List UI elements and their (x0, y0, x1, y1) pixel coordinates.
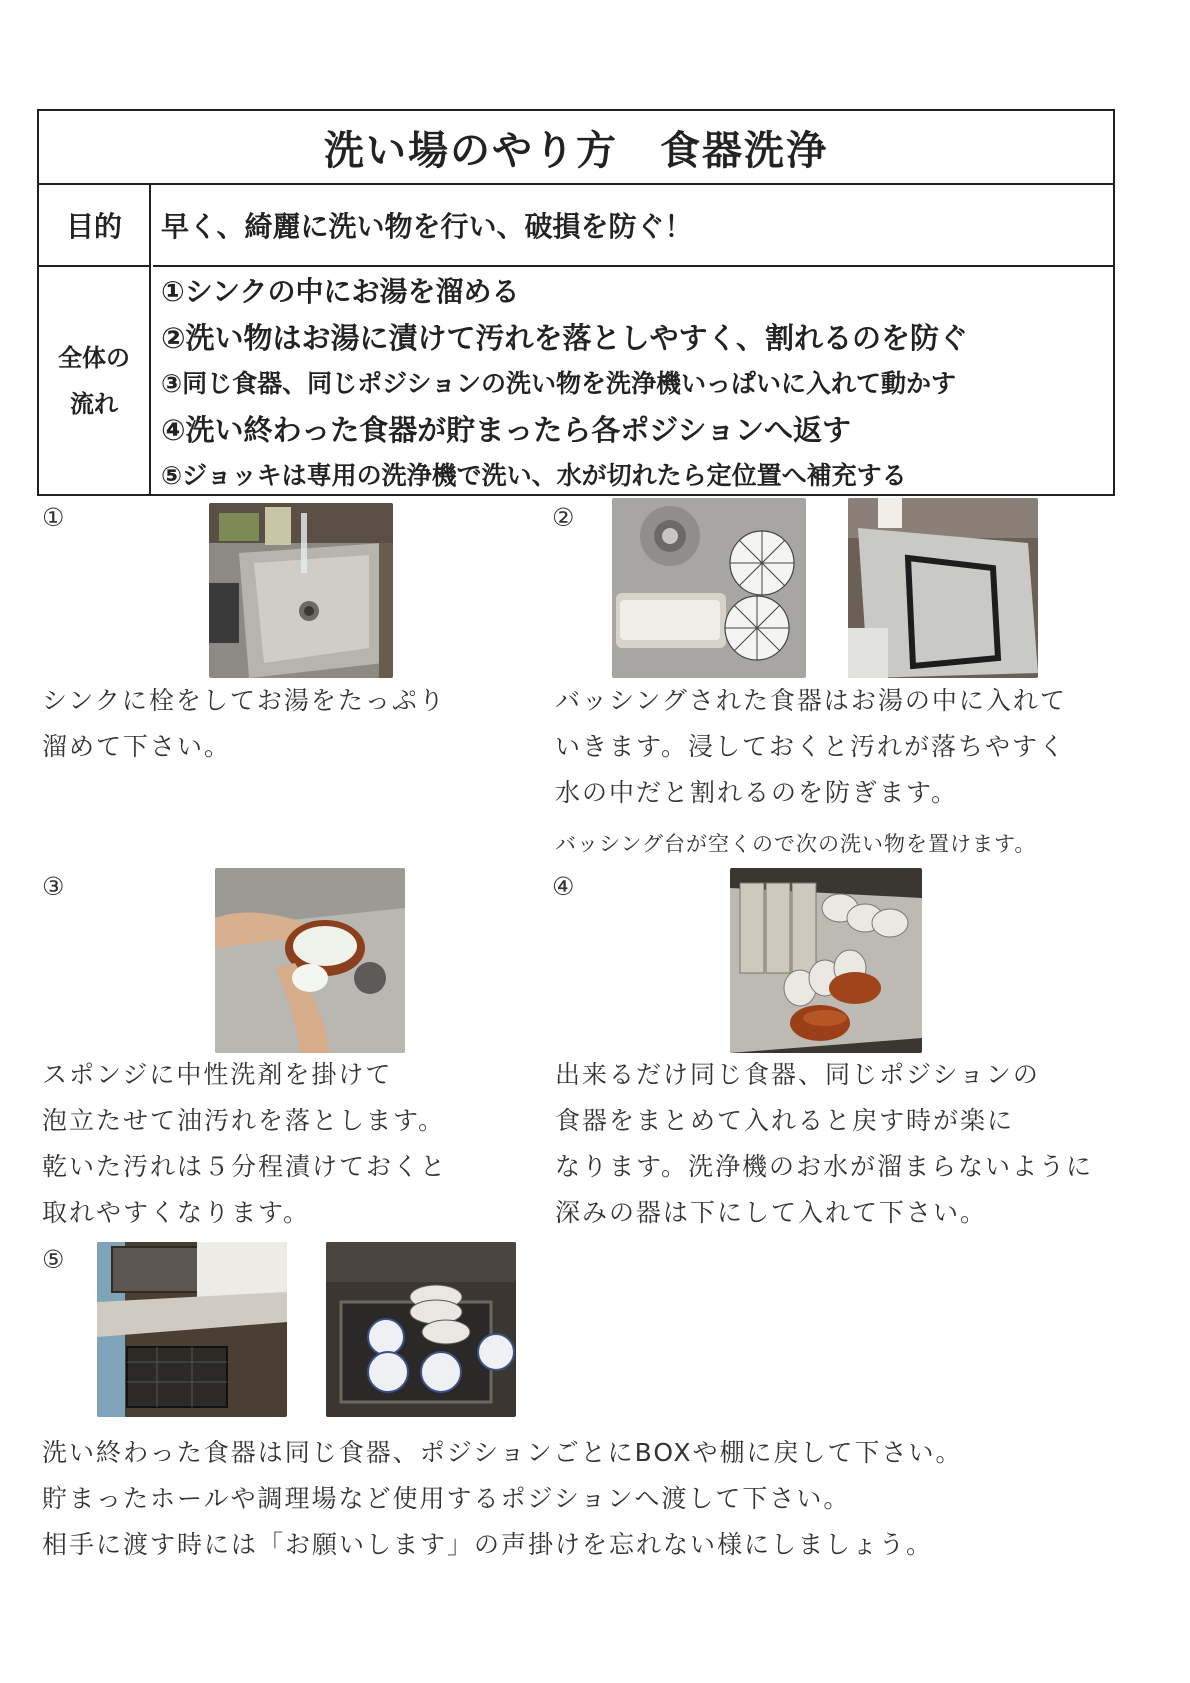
step-2-note: バッシング台が空くので次の洗い物を置けます。 (555, 832, 1037, 856)
flow-step-1: ①シンクの中にお湯を溜める (161, 275, 520, 308)
step-3-line-3: 乾いた汚れは５分程漬けておくと (42, 1152, 448, 1181)
flow-label-line-2: 流れ (70, 389, 118, 418)
sink-filling-photo (209, 503, 393, 678)
step-3-line-2: 泡立たせて油汚れを落とします。 (42, 1106, 446, 1135)
step-2-description (555, 678, 1067, 816)
step-1-line-1: シンクに栓をしてお湯をたっぷり (42, 686, 446, 715)
step-3-description (42, 1052, 447, 1236)
step-3-line-1: スポンジに中性洗剤を掛けて (42, 1060, 393, 1089)
step-1-line-2: 溜めて下さい。 (42, 732, 232, 761)
step-4-line-2: 食器をまとめて入れると戻す時が楽に (555, 1106, 1015, 1135)
step-1-description (42, 678, 446, 770)
step-1-number: ① (42, 503, 65, 532)
step-3-number: ③ (42, 872, 65, 901)
step-2-number: ② (552, 503, 575, 532)
step-5-line-2: 貯まったホールや調理場など使用するポジションへ渡して下さい。 (42, 1484, 851, 1513)
flow-step-2: ②洗い物はお湯に漬けて汚れを落としやすく、割れるのを防ぐ (161, 321, 968, 355)
flow-step-4: ④洗い終わった食器が貯まったら各ポジションへ返す (161, 413, 851, 447)
sorted-dishes-basket-photo (326, 1242, 516, 1417)
purpose-text: 早く、綺麗に洗い物を行い、破損を防ぐ！ (153, 185, 1113, 267)
page-title: 洗い場のやり方 食器洗浄 (39, 111, 1113, 185)
overview-table (37, 109, 1115, 496)
step-2-line-3: 水の中だと割れるのを防ぎます。 (555, 778, 959, 807)
flow-step-5: ⑤ジョッキは専用の洗浄機で洗い、水が切れたら定位置へ補充する (161, 461, 907, 490)
sponge-washing-photo (215, 868, 405, 1053)
flow-steps (153, 267, 1113, 494)
step-2-line-2: いきます。浸しておくと汚れが落ちやすく (555, 732, 1067, 761)
step-3-line-4: 取れやすくなります。 (42, 1198, 311, 1227)
shelf-baskets-photo (97, 1242, 287, 1417)
flow-step-3: ③同じ食器、同じポジションの洗い物を洗浄機いっぱいに入れて動かす (161, 369, 957, 398)
flow-label (39, 267, 151, 494)
step-2-line-1: バッシングされた食器はお湯の中に入れて (555, 686, 1067, 715)
step-4-line-1: 出来るだけ同じ食器、同じポジションの (555, 1060, 1040, 1089)
soaking-dishes-photo (612, 498, 806, 678)
step-4-description (555, 1052, 1093, 1236)
step-4-line-3: なります。洗浄機のお水が溜まらないように (555, 1152, 1094, 1181)
step-4-number: ④ (552, 872, 575, 901)
step-5-number: ⑤ (42, 1245, 65, 1274)
step-5-line-3: 相手に渡す時には「お願いします」の声掛けを忘れない様にしましょう。 (42, 1530, 934, 1559)
step-5-description (42, 1430, 963, 1568)
purpose-label: 目的 (39, 185, 151, 267)
step-5-line-1: 洗い終わった食器は同じ食器、ポジションごとにBOXや棚に戻して下さい。 (42, 1438, 963, 1467)
dishwasher-rack-photo (730, 868, 922, 1053)
empty-bussing-counter-photo (848, 498, 1038, 678)
flow-label-line-1: 全体の (58, 343, 130, 372)
step-4-line-4: 深みの器は下にして入れて下さい。 (555, 1198, 988, 1227)
